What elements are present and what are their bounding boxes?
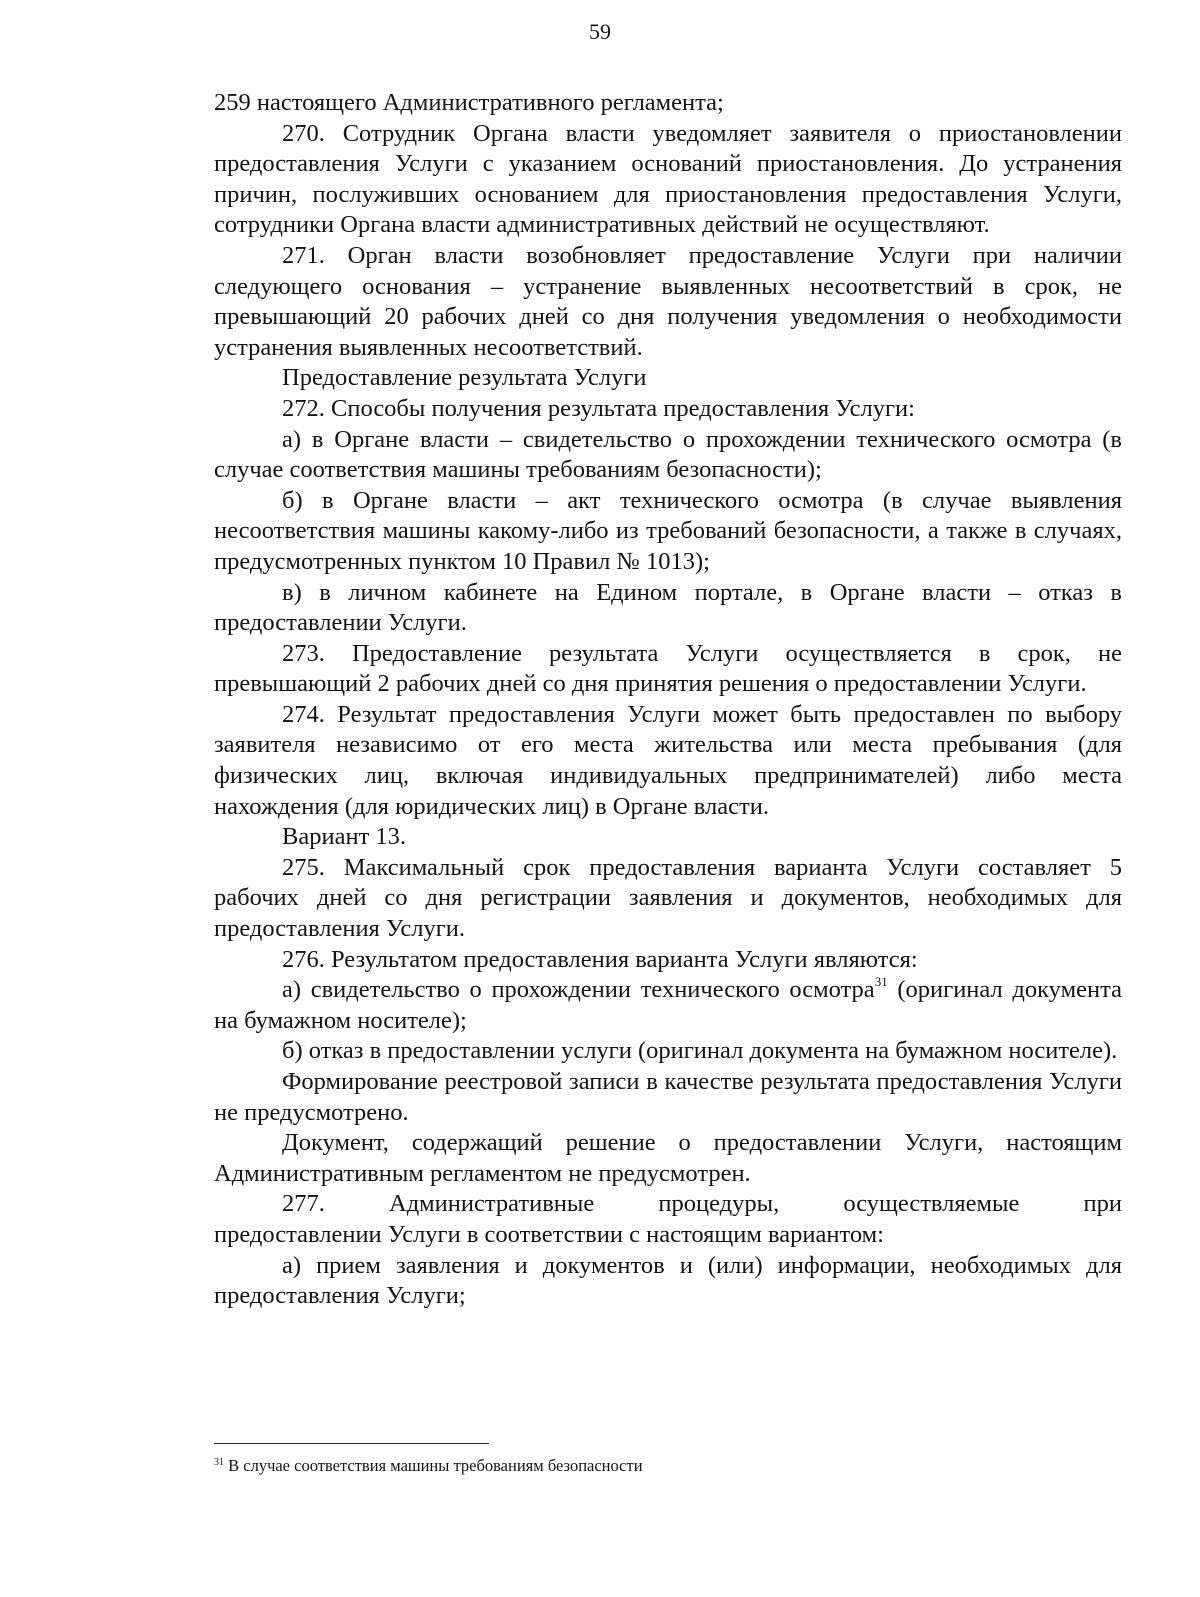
paragraph-continuation: 259 настоящего Административного регламента; <box>214 89 724 116</box>
paragraph-276-a <box>214 975 1122 1036</box>
footnote-mark: 31 <box>214 1457 224 1468</box>
footnote-reference[interactable]: 31 <box>874 974 888 990</box>
paragraph-277-line2: предоставлении Услуги в соответствии с настоящим вариантом: <box>214 1220 884 1248</box>
footnote-text: В случае соответствия машины требованиям безопасности <box>224 1456 643 1475</box>
paragraph-decision-document: Документ, содержащий решение о предоставлении Услуги, настоящим Административным регламентом не предусмотрен. <box>214 1129 1122 1187</box>
paragraph-277-line1: 277. Административные процедуры, осуществляемые при <box>282 1190 1122 1218</box>
body-text <box>214 88 1122 1312</box>
paragraph-registry-record: Формирование реестровой записи в качестве результата предоставления Услуги не предусмотрено. <box>214 1068 1122 1126</box>
paragraph-276-b: б) отказ в предоставлении услуги (оригинал документа на бумажном носителе). <box>282 1037 1118 1065</box>
paragraph-274: 274. Результат предоставления Услуги может быть предоставлен по выбору заявителя независимо от его места жительства или места пребывания (для физических лиц, включая индивидуальных предпринимателей) либо места нахождения (для юридических лиц) в Органе власти. <box>214 700 1122 820</box>
paragraph-276-a-text: а) свидетельство о прохождении технического осмотра <box>282 976 875 1004</box>
paragraph-277-a: а) прием заявления и документов и (или) информации, необходимых для предоставления Услуги; <box>214 1251 1122 1310</box>
paragraph-272-a: а) в Органе власти – свидетельство о прохождении технического осмотра (в случае соответствия машины требованиям безопасности); <box>214 425 1122 484</box>
paragraph-273: 273. Предоставление результата Услуги осуществляется в срок, не превышающий 2 рабочих дней со дня принятия решения о предоставлении Услуги. <box>214 639 1122 698</box>
paragraph-276: 276. Результатом предоставления варианта Услуги являются: <box>282 945 918 973</box>
paragraph-270: 270. Сотрудник Органа власти уведомляет заявителя о приостановлении предоставления Услуги с указанием оснований приостановления. До устранения причин, послуживших основанием для приостановления предоставления Услуги, сотрудники Органа власти административных действий не осуществляют. <box>214 119 1122 239</box>
paragraph-271: 271. Орган власти возобновляет предоставление Услуги при наличии следующего основания – устранение выявленных несоответствий в срок, не превышающий 20 рабочих дней со дня получения уведомления о необходимости устранения выявленных несоответствий. <box>214 241 1122 361</box>
section-heading-result: Предоставление результата Услуги <box>282 364 647 392</box>
paragraph-272-b: б) в Органе власти – акт технического осмотра (в случае выявления несоответствия машины какому-либо из требований безопасности, а также в случаях, предусмотренных пунктом 10 Правил № 1013); <box>214 486 1122 575</box>
footnote-separator <box>214 1443 489 1444</box>
variant-heading: Вариант 13. <box>282 823 407 851</box>
paragraph-275: 275. Максимальный срок предоставления варианта Услуги составляет 5 рабочих дней со дня регистрации заявления и документов, необходимых для предоставления Услуги. <box>214 853 1122 943</box>
footnote <box>214 1455 1122 1477</box>
paragraph-272: 272. Способы получения результата предоставления Услуги: <box>282 394 915 422</box>
paragraph-272-v: в) в личном кабинете на Едином портале, в Органе власти – отказ в предоставлении Услуги. <box>214 578 1122 637</box>
page-number: 59 <box>589 19 611 44</box>
paragraph-276-a-rest: (оригинал документа на бумажном носителе); <box>214 976 1122 1034</box>
